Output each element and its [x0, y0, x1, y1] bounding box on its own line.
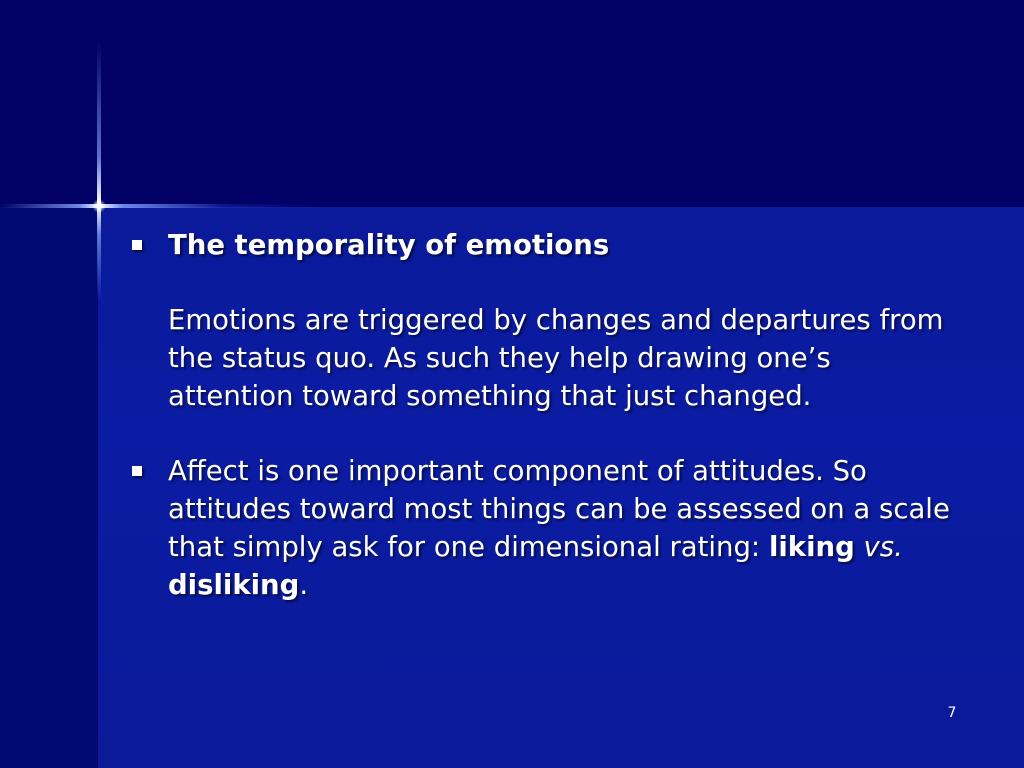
- sparkle-icon-horizontal: [0, 204, 320, 208]
- page-number: 7: [947, 705, 957, 721]
- term-disliking: disliking: [168, 569, 300, 601]
- bullet-item-1: [130, 226, 960, 264]
- term-versus: vs.: [863, 531, 903, 563]
- slide-body: [130, 226, 960, 604]
- square-bullet-icon: [132, 240, 142, 250]
- sparkle-icon: [92, 199, 106, 213]
- bullet-heading: The temporality of emotions: [168, 229, 610, 261]
- sparkle-icon-vertical: [97, 40, 101, 300]
- bullet-end: .: [299, 569, 309, 601]
- left-strip: [0, 207, 98, 768]
- bullet-item-2: [130, 452, 960, 604]
- bullet-text: Affect is one important component of attitudes. So attitudes toward most things can be assessed on a scale that simply ask for one dimensional rating:: [168, 455, 950, 563]
- term-liking: liking: [768, 531, 855, 563]
- square-bullet-icon: [132, 466, 142, 476]
- bullet-paragraph: Emotions are triggered by changes and departures from the status quo. As such they help drawing one’s attention toward something that just changed.: [168, 304, 944, 412]
